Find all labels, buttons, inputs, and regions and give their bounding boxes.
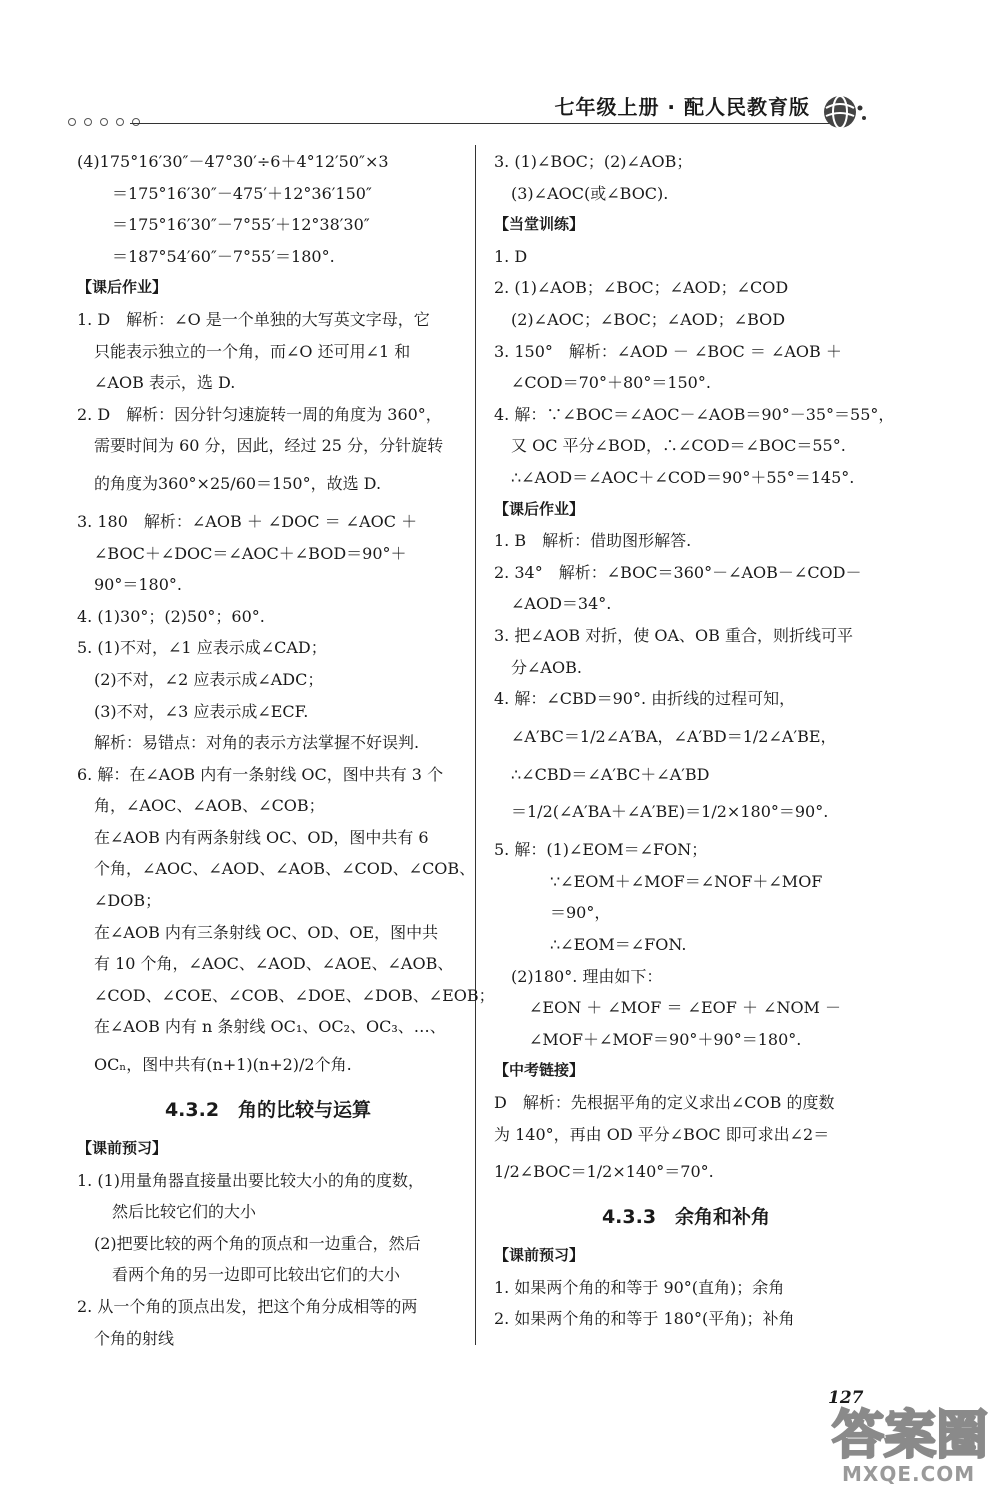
- text-line: ∠DOB；: [94, 891, 162, 911]
- text-line: 2. D 解析：因分针匀速旋转一周的角度为 360°，: [77, 404, 442, 424]
- text-line: 5. (1)不对，∠1 应表示成∠CAD；: [77, 638, 327, 658]
- left-column: [77, 146, 495, 1354]
- text-line: 1. 如果两个角的和等于 90°(直角)；余角: [494, 1277, 785, 1297]
- dot: [132, 118, 140, 126]
- text-line: 5. 解：(1)∠EOM＝∠FON；: [494, 840, 708, 860]
- header-title: 七年级上册 · 配人民教育版: [554, 95, 810, 119]
- text-line: 有 10 个角，∠AOC、∠AOD、∠AOE、∠AOB、: [94, 954, 454, 974]
- text-line: 90°＝180°.: [94, 575, 182, 595]
- watermark-chars: 答案圈: [832, 1406, 989, 1466]
- text-line: 的角度为360°×25/60＝150°，故选 D.: [94, 473, 382, 493]
- text-line: 1. D 解析：∠O 是一个单独的大写英文字母，它: [77, 309, 430, 329]
- text-line: ∠A′BC＝1/2∠A′BA，∠A′BD＝1/2∠A′BE，: [511, 726, 837, 746]
- section-heading: 4.3.3 余角和补角: [601, 1206, 771, 1229]
- text-line: 又 OC 平分∠BOD，∴∠COD＝∠BOC＝55°.: [511, 436, 846, 456]
- text-line: 在∠AOB 内有三条射线 OC、OD、OE，图中共: [94, 922, 439, 942]
- text-line: 然后比较它们的大小: [112, 1202, 257, 1222]
- text-line: 1. (1)用量角器直接量出要比较大小的角的度数，: [77, 1170, 425, 1190]
- text-line: (2)把要比较的两个角的顶点和一边重合，然后: [94, 1233, 421, 1253]
- text-line: 解析：易错点：对角的表示方法掌握不好误判.: [94, 733, 420, 753]
- subsection-label: 【课后作业】: [494, 499, 585, 518]
- text-line: ∵∠EOM＋∠MOF＝∠NOF＋∠MOF: [550, 871, 823, 891]
- subsection-label: 【课后作业】: [77, 278, 168, 297]
- dot: [84, 118, 92, 126]
- page-header: [0, 0, 1000, 140]
- text-line: ∠MOF＋∠MOF＝90°＋90°＝180°.: [529, 1029, 802, 1049]
- page-number: 127: [828, 1388, 864, 1408]
- text-line: 个角，∠AOC、∠AOD、∠AOB、∠COD、∠COB、: [94, 859, 476, 879]
- text-line: 只能表示独立的一个角，而∠O 还可用∠1 和: [94, 341, 411, 361]
- text-line: (2)不对，∠2 应表示成∠ADC；: [94, 669, 324, 689]
- header-rule: [130, 123, 850, 124]
- text-line: 分∠AOB.: [511, 657, 582, 677]
- text-line: D 解析：先根据平角的定义求出∠COB 的度数: [494, 1093, 835, 1113]
- subsection-label: 【课前预习】: [494, 1246, 585, 1265]
- text-line: ＝187°54′60″－7°55′＝180°.: [112, 246, 335, 266]
- text-line: 2. 如果两个角的和等于 180°(平角)；补角: [494, 1309, 795, 1329]
- text-line: 4. (1)30°；(2)50°；60°.: [77, 606, 265, 626]
- dot: [100, 118, 108, 126]
- text-line: (3)不对，∠3 应表示成∠ECF.: [94, 701, 309, 721]
- text-line: 3. (1)∠BOC；(2)∠AOB；: [494, 152, 693, 171]
- text-line: 1/2∠BOC＝1/2×140°＝70°.: [494, 1162, 714, 1182]
- text-line: 3. 把∠AOB 对折，使 OA、OB 重合，则折线可平: [494, 625, 853, 645]
- subsection-label: 【课前预习】: [77, 1139, 168, 1158]
- text-line: 看两个角的另一边即可比较出它们的大小: [112, 1265, 401, 1285]
- text-line: ＝175°16′30″－7°55′＋12°38′30″: [112, 215, 370, 235]
- text-line: 在∠AOB 内有 n 条射线 OC₁、OC₂、OC₃、…、: [94, 1017, 446, 1037]
- text-line: (4)175°16′30″－47°30′÷6＋4°12′50″×3: [77, 152, 389, 171]
- right-column: [494, 146, 895, 1335]
- text-line: 4. 解：∵∠BOC＝∠AOC－∠AOB＝90°－35°＝55°，: [494, 404, 895, 424]
- text-line: ∴∠EOM＝∠FON.: [550, 935, 687, 955]
- text-line: 需要时间为 60 分，因此，经过 25 分，分针旋转: [94, 436, 444, 456]
- text-line: ＝90°，: [550, 903, 611, 923]
- text-line: 1. B 解析：借助图形解答.: [494, 531, 692, 551]
- text-line: 2. (1)∠AOB；∠BOC；∠AOD；∠COD: [494, 278, 789, 298]
- text-line: ＝175°16′30″－475′＋12°36′150″: [112, 183, 372, 203]
- text-line: 在∠AOB 内有两条射线 OC、OD，图中共有 6: [94, 827, 429, 847]
- header-dots: [68, 118, 140, 126]
- text-line: 2. 从一个角的顶点出发，把这个角分成相等的两: [77, 1297, 418, 1316]
- text-line: ∴∠AOD＝∠AOC＋∠COD＝90°＋55°＝145°.: [511, 467, 855, 487]
- watermark-url: MXQE.COM: [842, 1462, 976, 1486]
- text-line: ∠AOB 表示，选 D.: [94, 373, 236, 393]
- text-line: (2)∠AOC；∠BOC；∠AOD；∠BOD: [511, 309, 786, 329]
- section-heading: 4.3.2 角的比较与运算: [164, 1099, 372, 1122]
- subsection-label: 【中考链接】: [494, 1061, 585, 1080]
- text-line: (3)∠AOC(或∠BOC).: [511, 183, 669, 203]
- text-line: (2)180°. 理由如下：: [511, 966, 663, 986]
- text-line: 为 140°，再由 OD 平分∠BOC 即可求出∠2＝: [494, 1124, 830, 1144]
- text-line: 角，∠AOC、∠AOB、∠COB；: [94, 796, 325, 816]
- text-line: OCₙ，图中共有(n+1)(n+2)/2个角.: [94, 1055, 352, 1075]
- text-line: ∠COD＝70°＋80°＝150°.: [511, 373, 711, 393]
- text-line: ∠EON ＋ ∠MOF ＝ ∠EOF ＋ ∠NOM －: [529, 998, 842, 1018]
- text-line: ∠AOD＝34°.: [511, 594, 612, 614]
- text-line: 3. 150° 解析：∠AOD － ∠BOC ＝ ∠AOB ＋: [494, 341, 842, 361]
- text-line: 6. 解：在∠AOB 内有一条射线 OC，图中共有 3 个: [77, 764, 444, 784]
- text-line: ∴∠CBD＝∠A′BC＋∠A′BD: [511, 764, 710, 784]
- text-line: ∠COD、∠COE、∠COB、∠DOE、∠DOB、∠EOB；: [94, 985, 495, 1005]
- column-divider: [475, 145, 476, 1345]
- text-line: 3. 180 解析：∠AOB ＋ ∠DOC ＝ ∠AOC ＋: [77, 511, 418, 531]
- text-line: 4. 解：∠CBD＝90°. 由折线的过程可知，: [494, 689, 796, 709]
- globe-logo-icon: [820, 88, 868, 136]
- dot: [68, 118, 76, 126]
- subsection-label: 【当堂训练】: [494, 215, 585, 234]
- text-line: 个角的射线: [94, 1328, 175, 1348]
- dot: [116, 118, 124, 126]
- text-line: ∠BOC＋∠DOC＝∠AOC＋∠BOD＝90°＋: [94, 543, 407, 563]
- text-line: 1. D: [494, 246, 528, 266]
- text-line: ＝1/2(∠A′BA＋∠A′BE)＝1/2×180°＝90°.: [511, 802, 829, 822]
- text-line: 2. 34° 解析：∠BOC＝360°－∠AOB－∠COD－: [494, 562, 862, 582]
